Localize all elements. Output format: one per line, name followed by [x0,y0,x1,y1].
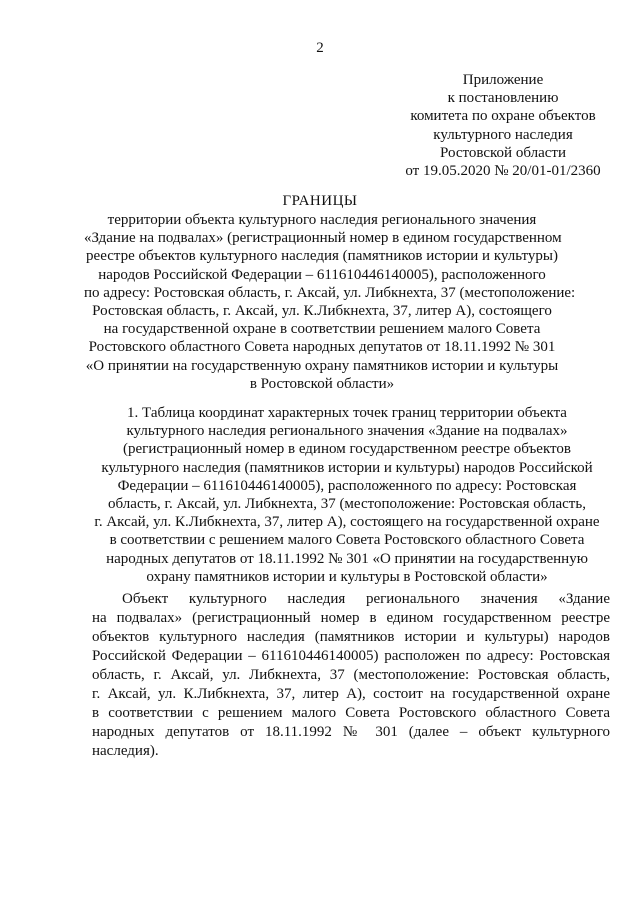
section-line: г. Аксай, ул. К.Либкнехта, 37, литер А), состоящего на государственной охране [94,514,600,531]
body-paragraph [92,590,610,761]
section-line: область, г. Аксай, ул. Либкнехта, 37 (местоположение: Ростовская область, [108,496,586,513]
appendix-line: от 19.05.2020 № 20/01-01/2360 [405,163,601,180]
body-line: народных депутатов от 18.11.1992 № 301 (далее – объект культурного [92,724,610,740]
section-line: охрану памятников истории и культуры в Ростовской области» [146,568,548,585]
section-line: народных депутатов от 18.11.1992 № 301 «О принятии на государственную [106,550,588,567]
subtitle-line: на государственной охране в соответствии решением малого Совета [103,321,541,338]
section-line: 1. Таблица координат характерных точек границ территории объекта [127,405,567,421]
appendix-line: комитета по охране объектов [410,108,596,125]
subtitle-line: реестре объектов культурного наследия (памятников истории и культуры) [86,248,558,265]
subtitle-line: народов Российской Федерации – 611610446140005), расположенного [98,266,546,283]
body-line: объектов культурного наследия (памятников истории и культуры) народов [92,629,610,645]
appendix-line: Приложение [462,72,544,88]
section-line: культурного наследия регионального значения «Здание на подвалах» [126,423,568,440]
subtitle-line: по адресу: Ростовская область, г. Аксай, ул. Либкнехта, 37 (местоположение: [84,284,576,301]
subtitle-line: «О принятии на государственную охрану памятников истории и культуры [85,357,559,374]
subtitle-line: в Ростовской области» [249,375,395,392]
body-line: Российской Федерации – 611610446140005) расположен по адресу: Ростовская [92,648,610,664]
subtitle-line: Ростовского областного Совета народных депутатов от 18.11.1992 № 301 [88,339,556,356]
body-line: в соответствии с решением малого Совета Ростовского областного Совета [92,705,610,721]
appendix-header [383,71,623,180]
body-line: на подвалах» (регистрационный номер в едином государственном реестре [92,610,610,626]
appendix-line: культурного наследия [433,126,573,143]
section-line: в соответствии с решением малого Совета Ростовского областного Совета [109,532,585,549]
appendix-line: к постановлению [447,90,559,107]
body-line: Объект культурного наследия регионального значения «Здание [122,591,610,607]
section-line: Федерации – 611610446140005), расположенного по адресу: Ростовская [117,477,577,494]
page-number: 2 [316,40,324,56]
subtitle-line: Ростовская область, г. Аксай, ул. К.Либкнехта, 37, литер А), состоящего [92,303,552,320]
body-line: область, г. Аксай, ул. Либкнехта, 37 (местоположение: Ростовская область, [92,667,610,683]
document-title: ГРАНИЦЫ [282,193,358,209]
subtitle-line: территории объекта культурного наследия регионального значения [107,212,537,228]
section-line: культурного наследия (памятников истории и культуры) народов Российской [101,459,593,476]
table-section-heading [84,404,610,586]
body-line: наследия). [92,743,159,759]
body-line: г. Аксай, ул. К.Либкнехта, 37, литер А), состоит на государственной охране [92,686,610,702]
section-line: (регистрационный номер в едином государственном реестре объектов [123,441,571,458]
subtitle-line: «Здание на подвалах» (регистрационный номер в едином государственном [84,230,562,247]
appendix-line: Ростовской области [440,144,566,161]
document-subtitle [84,211,576,393]
